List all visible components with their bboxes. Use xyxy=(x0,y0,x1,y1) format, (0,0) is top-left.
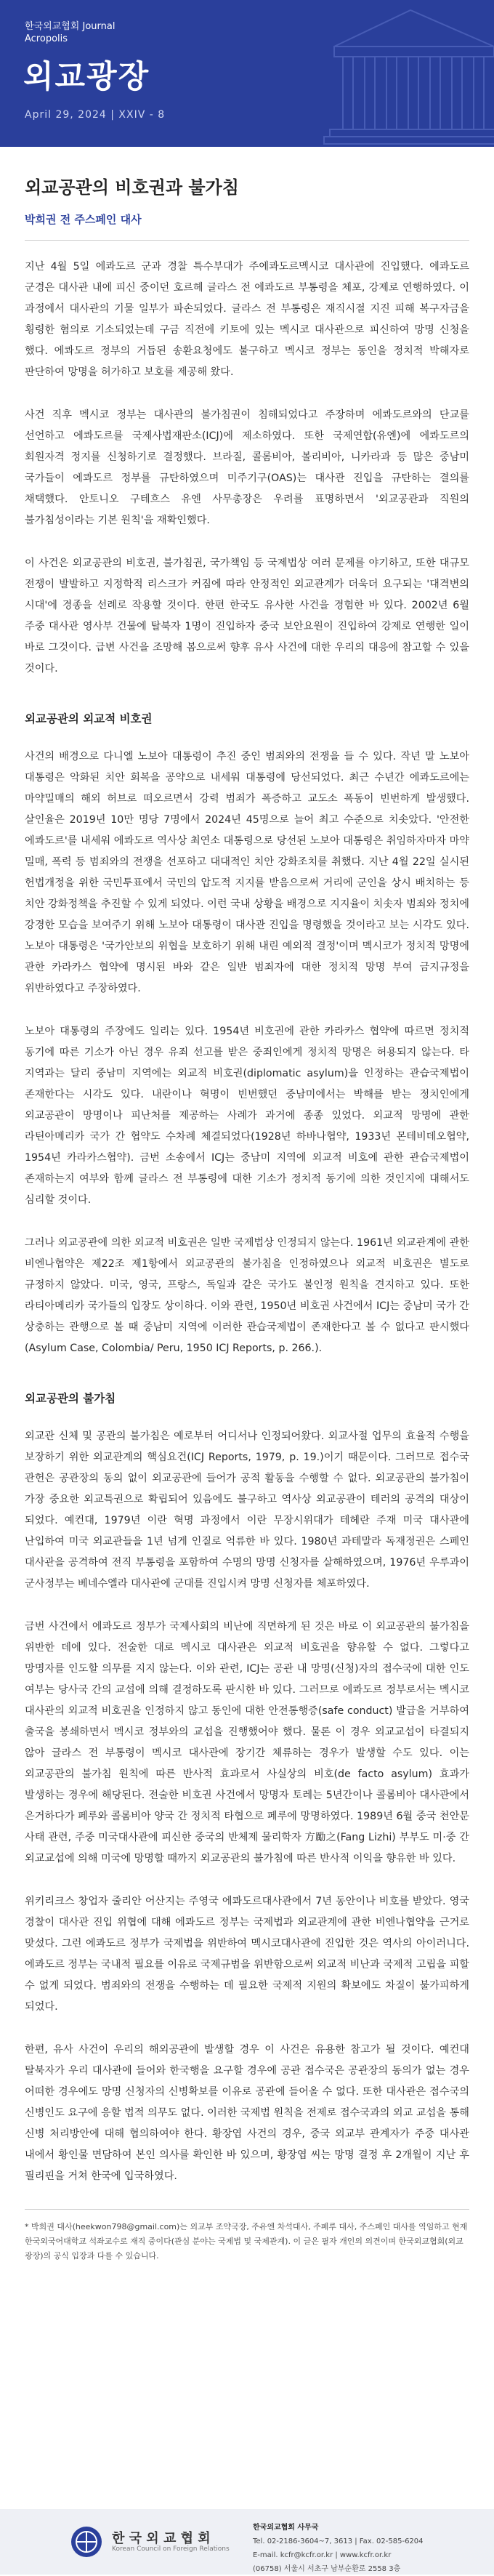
paragraph: 금번 사건에서 에콰도르 정부가 국제사회의 비난에 직면하게 된 것은 바로 이 외교공관의 불가침을 위반한 데에 있다. 전술한 대로 멕시코 대사관은 외교적 비호권을 향유할 수 없다. 그렇다고 망명자를 인도할 의무를 지지 않는다. 이와 관련, ICJ는 공관 내 망명(신청)자의 접수국에 대한 인도 여부는 당사국 간의 교섭에 의해 결정하도록 판시한 바 있다. 그러므로 에콰도르 정부로서는 멕시코 대사관의 외교적 비호권을 인정하지 않고 동인에 대한 안전통행증(safe conduct) 발급을 거부하여 출국을 봉쇄하면서 멕시코 정부와의 교섭을 진행했어야 했다. 물론 이 경우 외교교섭이 타결되지 않아 글라스 전 부통령이 멕시코 대사관에 장기간 체류하는 경우가 발생할 수도 있다. 이는 외교공관의 불가침 원칙에 따른 반사적 효과로서 사실상의 비호(de facto asylum) 효과가 발생하는 경우에 해당된다. 전술한 비호권 사건에서 망명자 토레는 5년간이나 콜롬비아 대사관에서 은거하다가 페루와 콜롬비아 양국 간 정치적 타협으로 페루에 망명하였다. 1989년 6월 중국 천안문 사태 관련, 주중 미국대사관에 피신한 중국의 반체제 물리학자 方勵之(Fang Lizhi) 부부도 미·중 간 외교교섭에 의해 미국에 망명할 때까지 외교공관의 불가침에 따른 반사적 이익을 향유한 바 있다. xyxy=(25,1621,469,1864)
journal-title: 외교광장 xyxy=(23,59,150,95)
contact-phone: Tel. 02-2186-3604~7, 3613 | Fax. 02-585-6204 xyxy=(253,2537,424,2545)
paragraph: 외교관 신체 및 공관의 불가침은 예로부터 어디서나 인정되어왔다. 외교사절 업무의 효율적 수행을 보장하기 위한 외교관계의 핵심요건(ICJ Reports, 1979, p. 19.)이기 때문이다. 그러므로 접수국 관헌은 공관장의 동의 없이 외교공관에 들어가 공적 활동을 수행할 수 없다. 외교공관의 불가침이 가장 중요한 외교특권으로 확립되어 있음에도 불구하고 역사상 외교공관이 테러의 공격의 대상이 되었다. 예컨대, 1979년 이란 혁명 과정에서 이란 무장시위대가 테헤란 주재 미국 대사관에 난입하여 미국 외교관들을 1년 넘게 인질로 억류한 바 있다. 1980년 과테말라 독재정권은 스페인 대사관을 공격하여 전직 부통령을 포함하여 수명의 망명 신청자를 살해하였으며, 1976년 우루과이 군사정부는 베네수엘라 대사관에 군대를 진입시켜 망명 신청자를 체포하였다. xyxy=(25,1430,469,1590)
paragraph: 노보아 대통령의 주장에도 일리는 있다. 1954년 비호권에 관한 카라카스 협약에 따르면 정치적 동기에 따른 기소가 아닌 경우 유죄 선고를 받은 중죄인에게 정치적 망명은 허용되지 않는다. 타 지역과는 달리 중남미 지역에는 외교적 비호권(diplomatic asylum)을 인정하는 관습국제법이 존재한다는 시각도 있다. 내란이나 혁명이 빈번했던 중남미에서는 박해를 받는 정치인에게 외교공관이 망명이나 피난처를 제공하는 사례가 과거에 종종 있었다. 외교적 망명에 관한 라틴아메리카 국가 간 협약도 수차례 체결되었다(1928년 하바나협약, 1933년 몬테비데오협약, 1954년 카라카스협약). 금번 소송에서 ICJ는 중남미 지역에 외교적 비호에 관한 관습국제법이 존재하는지 여부와 함께 글라스 전 부통령에 대한 기소가 정치적 동기에 의한 것인지에 대해서도 심리할 것이다. xyxy=(25,1026,469,1206)
institution-name-en: Korean Council on Foreign Relations xyxy=(112,2545,230,2553)
journal-name: Acropolis xyxy=(25,33,68,44)
contact-block xyxy=(253,2521,424,2576)
publisher-block xyxy=(25,20,115,45)
issue-date: April 29, 2024 | XXIV - 8 xyxy=(25,109,166,121)
author-footnote: * 박희권 대사(heekwon798@gmail.com)는 외교부 조약국장, 주유엔 차석대사, 주페루 대사, 주스페인 대사를 역임하고 현재 한국외국어대학교 석좌교수로 재직 중이다(관심 분야는 국제법 및 국제관계). 이 글은 필자 개인의 의견이며 한국외교협회(외교광장)의 공식 입장과 다를 수 있습니다. xyxy=(25,2209,469,2263)
page-footer xyxy=(0,2509,494,2575)
contact-email: E-mail. kcfr@kcfr.or.kr | www.kcfr.or.kr xyxy=(253,2551,392,2559)
journal-banner xyxy=(0,0,494,147)
section-heading: 외교공관의 외교적 비호권 xyxy=(25,712,153,725)
title-divider xyxy=(25,240,469,241)
contact-address: (06758) 서울시 서초구 남부순환로 2558 3층 xyxy=(253,2565,401,2573)
paragraph: 사건의 배경으로 다니엘 노보아 대통령이 추진 중인 범죄와의 전쟁을 들 수 있다. 작년 말 노보아 대통령은 악화된 치안 회복을 공약으로 내세워 대통령에 당선되었다. 최근 수년간 에콰도르에는 마약밀매의 해외 허브로 떠오르면서 강력 범죄가 폭증하고 교도소 폭동이 빈번하게 발생했다. 살인율은 2019년 10만 명당 7명에서 2024년 45명으로 늘어 최고 수준으로 치솟았다. '안전한 에콰도르'를 내세워 에콰도르 역사상 최연소 대통령으로 당선된 노보아 대통령은 취임하자마자 마약 밀매, 폭력 등 범죄와의 전쟁을 선포하고 대대적인 치안 강화조치를 취했다. 지난 4월 22일 실시된 헌법개정을 위한 국민투표에서 국민의 압도적 지지를 받음으로써 거리에 군인을 상시 배치하는 등 치안 강화정책을 추진할 수 있게 되었다. 이런 국내 상황을 배경으로 지지율이 치솟자 범죄와 정치에 강경한 모습을 보여주기 위해 노보아 대통령이 대사관 진입을 명령했을 것이라고 보는 시각도 있다. 노보아 대통령은 '국가안보의 위협을 보호하기 위해 내린 예외적 결정'이며 멕시코가 정치적 망명에 관한 카라카스 협약에 명시된 바와 같은 일반 범죄자에 대한 정치적 망명 부여 금지규정을 위반하였다고 주장하였다. xyxy=(25,751,469,994)
paragraph: 이 사건은 외교공관의 비호권, 불가침권, 국가책임 등 국제법상 여러 문제를 야기하고, 또한 대규모 전쟁이 발발하고 지정학적 리스크가 커짐에 따라 안정적인 외교관계가 더욱더 요구되는 '대격변의 시대'에 경종을 선례로 작용할 것이다. 한편 한국도 유사한 사건을 경험한 바 있다. 2002년 6월 주중 대사관 영사부 건물에 탈북자 1명이 진입하자 중국 보안요원이 진입하여 강제로 연행한 일이 바로 그것이다. 급변 사건을 조망해 봄으로써 향후 유사 사건에 대한 우리의 대응에 참고할 수 있을 것이다. xyxy=(25,558,469,675)
acropolis-illustration-icon xyxy=(320,0,494,147)
paragraph: 지난 4월 5일 에콰도르 군과 경찰 특수부대가 주에콰도르멕시코 대사관에 진입했다. 에콰도르 군경은 대사관 내에 피신 중이던 호르헤 글라스 전 에콰도르 부통령을 체포, 강제로 연행하였다. 이 과정에서 대사관의 기물 일부가 파손되었다. 글라스 전 부통령은 재직시절 지진 피해 복구자금을 횡령한 혐의로 기소되었는데 구금 직전에 키토에 있는 멕시코 대사관으로 피신하여 망명 신청을 했다. 에콰도르 정부의 거듭된 송환요청에도 불구하고 멕시코 정부는 동인을 정치적 박해자로 판단하여 망명을 허가하고 보호를 제공해 왔다. xyxy=(25,261,469,378)
paragraph: 사건 직후 멕시코 정부는 대사관의 불가침권이 침해되었다고 주장하며 에콰도르와의 단교를 선언하고 에콰도르를 국제사법재판소(ICJ)에 제소하였다. 또한 국제연합(유엔)에 에콰도르의 회원자격 정지를 신청하기로 결정했다. 브라질, 콜롬비아, 볼리비아, 니카라과 등 많은 중남미 국가들이 에콰도르 정부를 규탄하였으며 미주기구(OAS)는 대사관 진입을 규탄하는 결의를 채택했다. 안토니오 구테흐스 유엔 사무총장은 우려를 표명하면서 '외교공관과 직원의 불가침성이라는 기본 원칙'을 재확인했다. xyxy=(25,409,469,526)
article-title: 외교공관의 비호권과 불가침 xyxy=(25,177,239,198)
article-body xyxy=(0,173,494,2263)
publisher-name: 한국외교협회 Journal xyxy=(25,21,116,32)
institution-name: 한 국 외 교 협 회 xyxy=(112,2531,211,2546)
article-author: 박희권 전 주스페인 대사 xyxy=(25,213,142,226)
section-heading: 외교공관의 불가침 xyxy=(25,1392,116,1405)
paragraph: 한편, 유사 사건이 우리의 해외공관에 발생할 경우 이 사건은 유용한 참고가 될 것이다. 예컨대 탈북자가 우리 대사관에 들어와 한국행을 요구할 경우에 공관 접수국은 공관장의 동의가 없는 경우 어떠한 경우에도 망명 신청자의 신병확보를 이유로 공관에 들어올 수 없다. 또한 대사관은 접수국의 신병인도 요구에 응할 법적 의무도 없다. 이러한 국제법 원칙을 전제로 접수국과의 외교 교섭을 통해 신병 처리방안에 대해 협의하여야 한다. 황장엽 사건의 경우, 중국 외교부 관계자가 주중 대사관 내에서 황인물 면담하여 본인 의사를 확인한 바 있으며, 황장엽 씨는 망명 결정 후 2개월이 지난 후 필리핀을 거쳐 한국에 입국하였다. xyxy=(25,2044,469,2182)
paragraph: 그러나 외교공관에 의한 외교적 비호권은 일반 국제법상 인정되지 않는다. 1961년 외교관계에 관한 비엔나협약은 제22조 제1항에서 외교공관의 불가침을 인정하였으나 외교적 비호권은 별도로 규정하지 않았다. 미국, 영국, 프랑스, 독일과 같은 국가도 불인정 원칙을 견지하고 있다. 또한 라티아메리카 국가들의 입장도 상이하다. 이와 관련, 1950년 비호권 사건에서 ICJ는 중남미 국가 간 상충하는 관행으로 볼 때 중남미 지역에 이러한 관습국제법이 존재한다고 볼 수 없다고 판시했다(Asylum Case, Colombia/ Peru, 1950 ICJ Reports, p. 266.). xyxy=(25,1237,469,1354)
paragraph: 위키리크스 창업자 줄리안 어산지는 주영국 에콰도르대사관에서 7년 동안이나 비호를 받았다. 영국 경찰이 대사관 진입 위협에 대해 에콰도르 정부는 국제법과 외교관계에 관한 비엔나협약을 근거로 맞섰다. 그런 에콰도르 정부가 국제법을 위반하여 멕시코대사관에 진입한 것은 역사의 아이러니다. 에콰도르 정부는 국내적 필요를 이유로 국제규범을 위반함으로써 외교적 비난과 국제적 고립을 피할 수 없게 되었다. 범죄와의 전쟁을 수행하는 데 필요한 국제적 지원의 확보에도 차질이 불가피하게 되었다. xyxy=(25,1896,469,2013)
contact-heading: 한국외교협회 사무국 xyxy=(253,2524,319,2532)
kcfr-logo-icon xyxy=(70,2525,103,2559)
